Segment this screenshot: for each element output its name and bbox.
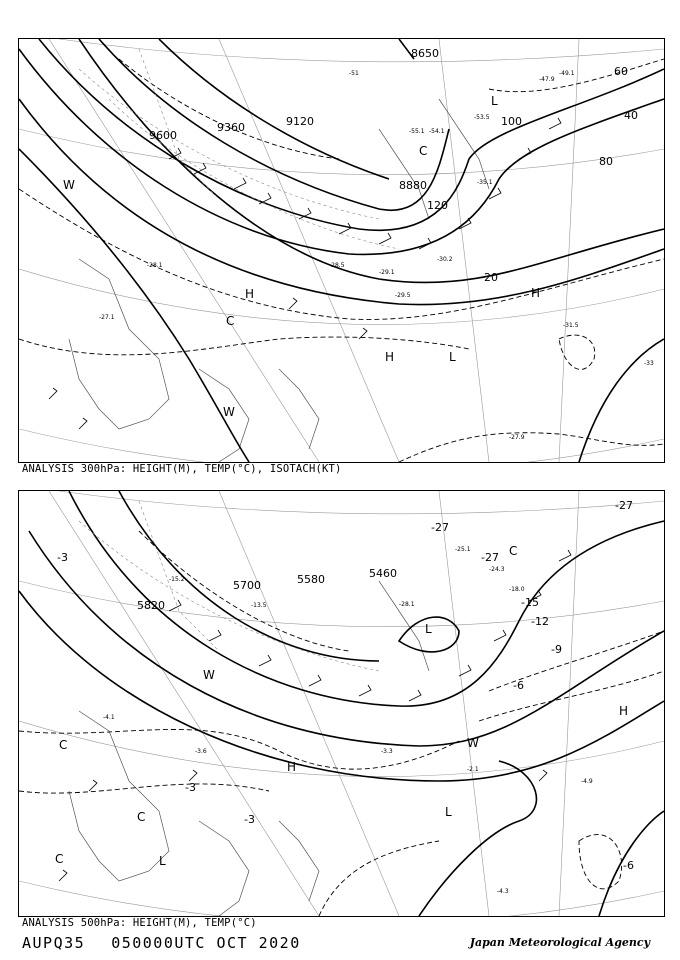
cold-center-symbol: C [55,852,64,866]
station-temp: -30.2 [437,256,453,263]
station-temp: -54.1 [429,128,445,135]
isotherms [79,49,399,249]
cold-center-symbol: C [509,544,518,558]
low-pressure-symbol: L [445,805,452,819]
height-label: 5460 [369,567,397,580]
map-300hpa [19,39,664,462]
cold-center-symbol: C [137,810,146,824]
station-temp: -29.5 [395,292,411,299]
height-contours [19,39,664,462]
station-temp: -55.1 [409,128,425,135]
isotherm-label: -3 [185,781,196,794]
station-temp: -24.3 [489,566,505,573]
isotherm-label: -3 [244,813,255,826]
warm-center-symbol: W [203,668,215,682]
height-contours [19,491,664,916]
station-temp: -35.1 [477,179,493,186]
height-label: 9360 [217,121,245,134]
cold-center-symbol: C [226,314,235,328]
station-temp: -28.1 [147,262,163,269]
low-pressure-symbol: L [159,854,166,868]
station-temp: -29.1 [379,269,395,276]
coastline [69,581,429,916]
station-temp: -25.1 [455,546,471,553]
station-temp: -33 [644,360,654,367]
low-pressure-symbol: L [425,622,432,636]
isotherm-label: -15 [521,596,539,609]
isotherm-label: -9 [551,643,562,656]
high-pressure-symbol: H [287,760,297,774]
station-temp: -4.3 [497,888,509,895]
graticule [19,39,664,462]
cold-center-symbol: C [419,144,428,158]
station-temp: -27.9 [509,434,525,441]
map-500hpa [19,491,664,916]
station-temp: -31.5 [563,322,579,329]
valid-time: 050000UTC OCT 2020 [111,934,301,952]
agency-credit: Japan Meteorological Agency [469,936,650,949]
isotach-label: 120 [427,199,448,212]
isotherm-label: -6 [513,679,524,692]
station-temp: -2.1 [467,766,479,773]
station-temp: -13.5 [251,602,267,609]
map-panel-500hpa [18,490,665,917]
isotach-label: 80 [599,155,613,168]
height-label: 5700 [233,579,261,592]
isotherm-label: -27 [481,551,499,564]
high-pressure-symbol: H [531,286,541,300]
station-temp: -28.5 [329,262,345,269]
wind-barbs [59,550,571,881]
station-temp: -15.2 [169,576,185,583]
low-pressure-symbol: L [491,94,498,108]
station-temp: -53.5 [474,114,490,121]
panel-caption-300hpa: ANALYSIS 300hPa: HEIGHT(M), TEMP(°C), ISOTACH(KT) [22,463,342,475]
isotherms [19,531,664,916]
high-pressure-symbol: H [619,704,629,718]
height-label: 9600 [149,129,177,142]
isotherm-label: -3 [57,551,68,564]
isotherm-label: -6 [623,859,634,872]
station-temp: -28.1 [399,601,415,608]
high-pressure-symbol: H [385,350,395,364]
warm-center-symbol: W [63,178,75,192]
station-temp: -51 [349,70,359,77]
station-temp: -4.9 [581,778,593,785]
height-label: 8650 [411,47,439,60]
low-pressure-symbol: L [449,350,456,364]
chart-identifier [22,934,327,952]
isotach-label: 40 [624,109,638,122]
station-temp: -3.6 [195,748,207,755]
station-temp: -27.1 [99,314,115,321]
isotherm-label: -27 [431,521,449,534]
station-temp: -4.1 [103,714,115,721]
isotherm-label: -12 [531,615,549,628]
isotherms-thin [79,501,379,671]
chart-id: AUPQ35 [22,934,86,952]
high-pressure-symbol: H [245,287,255,301]
height-label: 5820 [137,599,165,612]
station-temp: -49.1 [559,70,575,77]
station-temp: -47.9 [539,76,555,83]
warm-center-symbol: W [467,736,479,750]
isotach-label: 20 [484,271,498,284]
isotherm-label: -27 [615,499,633,512]
height-label: 9120 [286,115,314,128]
panel-caption-500hpa: ANALYSIS 500hPa: HEIGHT(M), TEMP(°C) [22,917,257,929]
isotach-label: 60 [614,65,628,78]
station-temp: -18.0 [509,586,525,593]
station-temp: -3.3 [381,748,393,755]
isotach-label: 100 [501,115,522,128]
isotachs [19,59,664,462]
warm-center-symbol: W [223,405,235,419]
map-panel-300hpa [18,38,665,463]
cold-center-symbol: C [59,738,68,752]
height-label: 8880 [399,179,427,192]
graticule [19,491,664,916]
height-label: 5580 [297,573,325,586]
